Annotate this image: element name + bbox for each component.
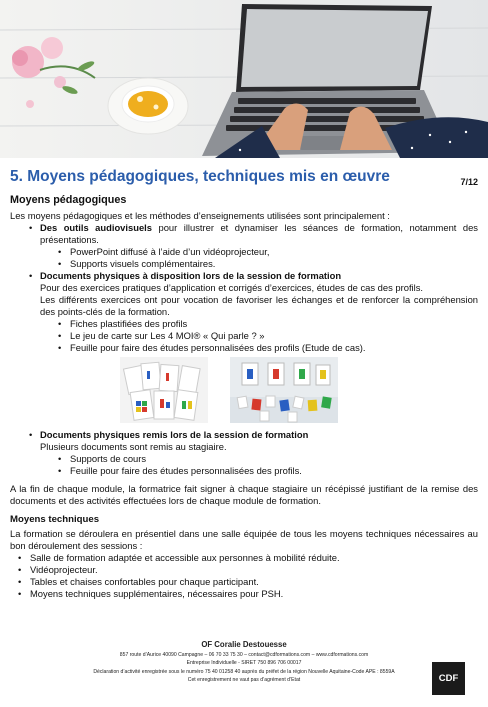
sub-list [40, 453, 478, 477]
item-line: Les différents exercices ont pour vocation de favoriser les échanges et de renforcer la compréhension des points-clés de la formation. [40, 294, 478, 317]
cdf-logo: CDF [432, 662, 465, 695]
sub-list-item: • Feuille pour faire des études personnalisées des profils. [40, 465, 478, 477]
material-photos [40, 357, 478, 427]
sub-list-item: • Fiches plastifiées des profils [40, 318, 478, 330]
sub-list [40, 246, 478, 270]
footer-disclaimer: Cet enregistrement ne vaut pas d’agrément d’Etat [187, 676, 301, 683]
sub-list-item: • Supports de cours [40, 453, 478, 465]
sub-list-item: • Feuille pour faire des études personnalisées des profils (Etude de cas). [40, 342, 478, 354]
item-title: Des outils audiovisuels [40, 222, 152, 233]
list-item [10, 270, 478, 427]
list-item: • Salle de formation adaptée et accessible aux personnes à mobilité réduite. [10, 552, 478, 564]
list-item: • Moyens techniques supplémentaires, nécessaires pour PSH. [10, 588, 478, 600]
item-title: Documents physiques à disposition lors de la session de formation [40, 270, 342, 281]
page-content [10, 194, 478, 600]
intro-paragraph: Les moyens pédagogiques et les méthodes d’enseignements utilisées sont principalement : [10, 210, 390, 221]
subheading-techniques: Moyens techniques [10, 514, 100, 525]
item-line: Plusieurs documents sont remis au stagiaire. [40, 441, 227, 452]
technical-means-list [10, 552, 478, 600]
footer-siret: Entreprise Individuelle - SIRET 750 896 706 00017 [186, 660, 302, 667]
page-number: 7/12 [460, 177, 478, 187]
pedagogical-means-list [10, 222, 478, 477]
list-item: • Tables et chaises confortables pour chaque participant. [10, 576, 478, 588]
list-item [10, 222, 478, 270]
sub-list-item: • PowerPoint diffusé à l’aide d’un vidéoprojecteur, [40, 246, 478, 258]
card-game-photo [230, 357, 338, 423]
section-title-text: Moyens pédagogiques, techniques mis en œuvre [27, 168, 390, 185]
profile-sheets-photo [120, 357, 208, 423]
item-text: pour illustrer et dynamiser les séances de formation, notamment des présentations. [40, 222, 478, 245]
techniques-intro: La formation se déroulera en présentiel dans une salle équipée de tous les moyens techniques nécessaires au bon déroulement des sessions : [10, 528, 478, 551]
footer-address: 857 route d’Aurice 40090 Campagne – 06 70 33 75 30 – contact@cdformations.com – www.cdformations.com [119, 652, 369, 658]
header-photo [0, 0, 488, 158]
footer-declaration: Déclaration d’activité enregistrée sous le numéro 75 40 01258 40 auprès du préfet de la région Nouvelle Aquitaine-Code APE : 8559A [93, 668, 395, 675]
item-line: Pour des exercices pratiques d’application et corrigés d’exercices, études de cas des profils. [40, 282, 424, 293]
section-number: 5. [10, 168, 23, 185]
sub-list-item: • Le jeu de carte sur Les 4 MOI® « Qui parle ? » [40, 330, 478, 342]
sub-list [40, 318, 478, 354]
sub-list-item: • Supports visuels complémentaires. [40, 258, 478, 270]
company-name: OF Coralie Destouesse [201, 640, 287, 649]
item-title: Documents physiques remis lors de la session de formation [40, 429, 309, 440]
section-title [10, 168, 390, 186]
list-item: • Vidéoprojecteur. [10, 564, 478, 576]
closing-paragraph: A la fin de chaque module, la formatrice fait signer à chaque stagiaire un récépissé justifiant de la remise des documents et des activités effectuées lors de chaque module de formation. [10, 483, 478, 506]
subheading-pedagogiques: Moyens pédagogiques [10, 194, 127, 206]
list-item [10, 429, 478, 477]
laptop-desk-illustration [0, 0, 488, 158]
page-footer [0, 640, 488, 684]
